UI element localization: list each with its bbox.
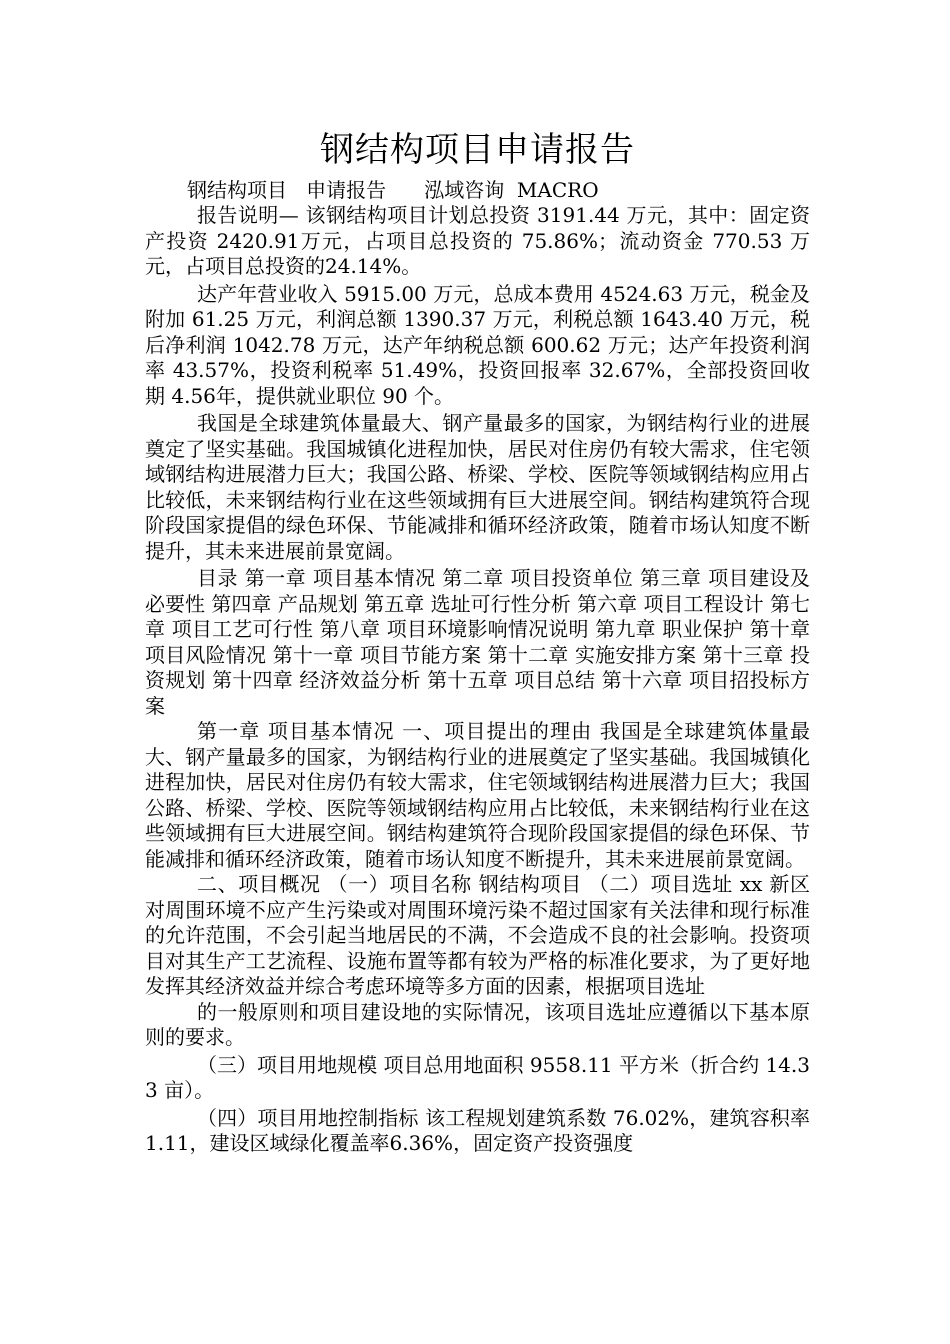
financial-indicators-paragraph: 达产年营业收入 5915.00 万元，总成本费用 4524.63 万元，税金及附加 61.25 万元，利润总额 1390.37 万元，利税总额 1643.40 万元，税后净利润 1042.78 万元，达产年纳税总额 600.62 万元；达产年投资利润率 43.57%，投资利税率 51.49%，投资回报率 32.67%，全部投资回收期 4.56年，提供就业职位 90 个。 <box>145 281 810 408</box>
site-principles-paragraph: 的一般原则和项目建设地的实际情况，该项目选址应遵循以下基本原则的要求。 <box>145 999 810 1049</box>
document-title: 钢结构项目申请报告 <box>320 130 635 170</box>
industry-background-paragraph: 我国是全球建筑体量最大、钢产量最多的国家，为钢结构行业的进展奠定了坚实基础。我国城镇化进程加快，居民对住房仍有较大需求，住宅领域钢结构进展潜力巨大；我国公路、桥梁、学校、医院等领域钢结构应用占比较低，未来钢结构行业在这些领域拥有巨大进展空间。钢结构建筑符合现阶段国家提倡的绿色环保、节能减排和循环经济政策，随着市场认知度不断提升，其未来进展前景宽阔。 <box>145 411 810 563</box>
chapter-one-paragraph: 第一章 项目基本情况 一、项目提出的理由 我国是全球建筑体量最大、钢产量最多的国家，为钢结构行业的进展奠定了坚实基础。我国城镇化进程加快，居民对住房仍有较大需求，住宅领域钢结构进展潜力巨大；我国公路、桥梁、学校、医院等领域钢结构应用占比较低，未来钢结构行业在这些领域拥有巨大进展空间。钢结构建筑符合现阶段国家提倡的绿色环保、节能减排和循环经济政策，随着市场认知度不断提升，其未来进展前景宽阔。 <box>145 719 810 871</box>
report-summary-paragraph: 报告说明— 该钢结构项目计划总投资 3191.44 万元，其中：固定资产投资 2420.91万元，占项目总投资的 75.86%；流动资金 770.53 万元，占项目总投资的24.14%。 <box>145 203 810 278</box>
document-subtitle: 钢结构项目 申请报告 泓域咨询 MACRO <box>187 178 599 202</box>
document-page <box>145 126 810 1157</box>
table-of-contents-paragraph: 目录 第一章 项目基本情况 第二章 项目投资单位 第三章 项目建设及必要性 第四章 产品规划 第五章 选址可行性分析 第六章 项目工程设计 第七章 项目工艺可行性 第八章 项目环境影响情况说明 第九章 职业保护 第十章 项目风险情况 第十一章 项目节能方案 第十二章 实施安排方案 第十三章 投资规划 第十四章 经济效益分析 第十五章 项目总结 第十六章 项目招投标方案 <box>145 566 810 718</box>
project-overview-paragraph: 二、项目概况 （一）项目名称 钢结构项目 （二）项目选址 xx 新区 对周围环境不应产生污染或对周围环境污染不超过国家有关法律和现行标准的允许范围，不会引起当地居民的不满，不会造成不良的社会影响。投资项目对其生产工艺流程、设施布置等都有较为严格的标准化要求，为了更好地发挥其经济效益并综合考虑环境等多方面的因素，根据项目选址 <box>145 872 810 998</box>
land-control-paragraph: （四）项目用地控制指标 该工程规划建筑系数 76.02%，建筑容积率 1.11，建设区域绿化覆盖率6.36%，固定资产投资强度 <box>145 1105 810 1155</box>
land-scale-paragraph: （三）项目用地规模 项目总用地面积 9558.11 平方米（折合约 14.33 亩）。 <box>145 1052 810 1102</box>
